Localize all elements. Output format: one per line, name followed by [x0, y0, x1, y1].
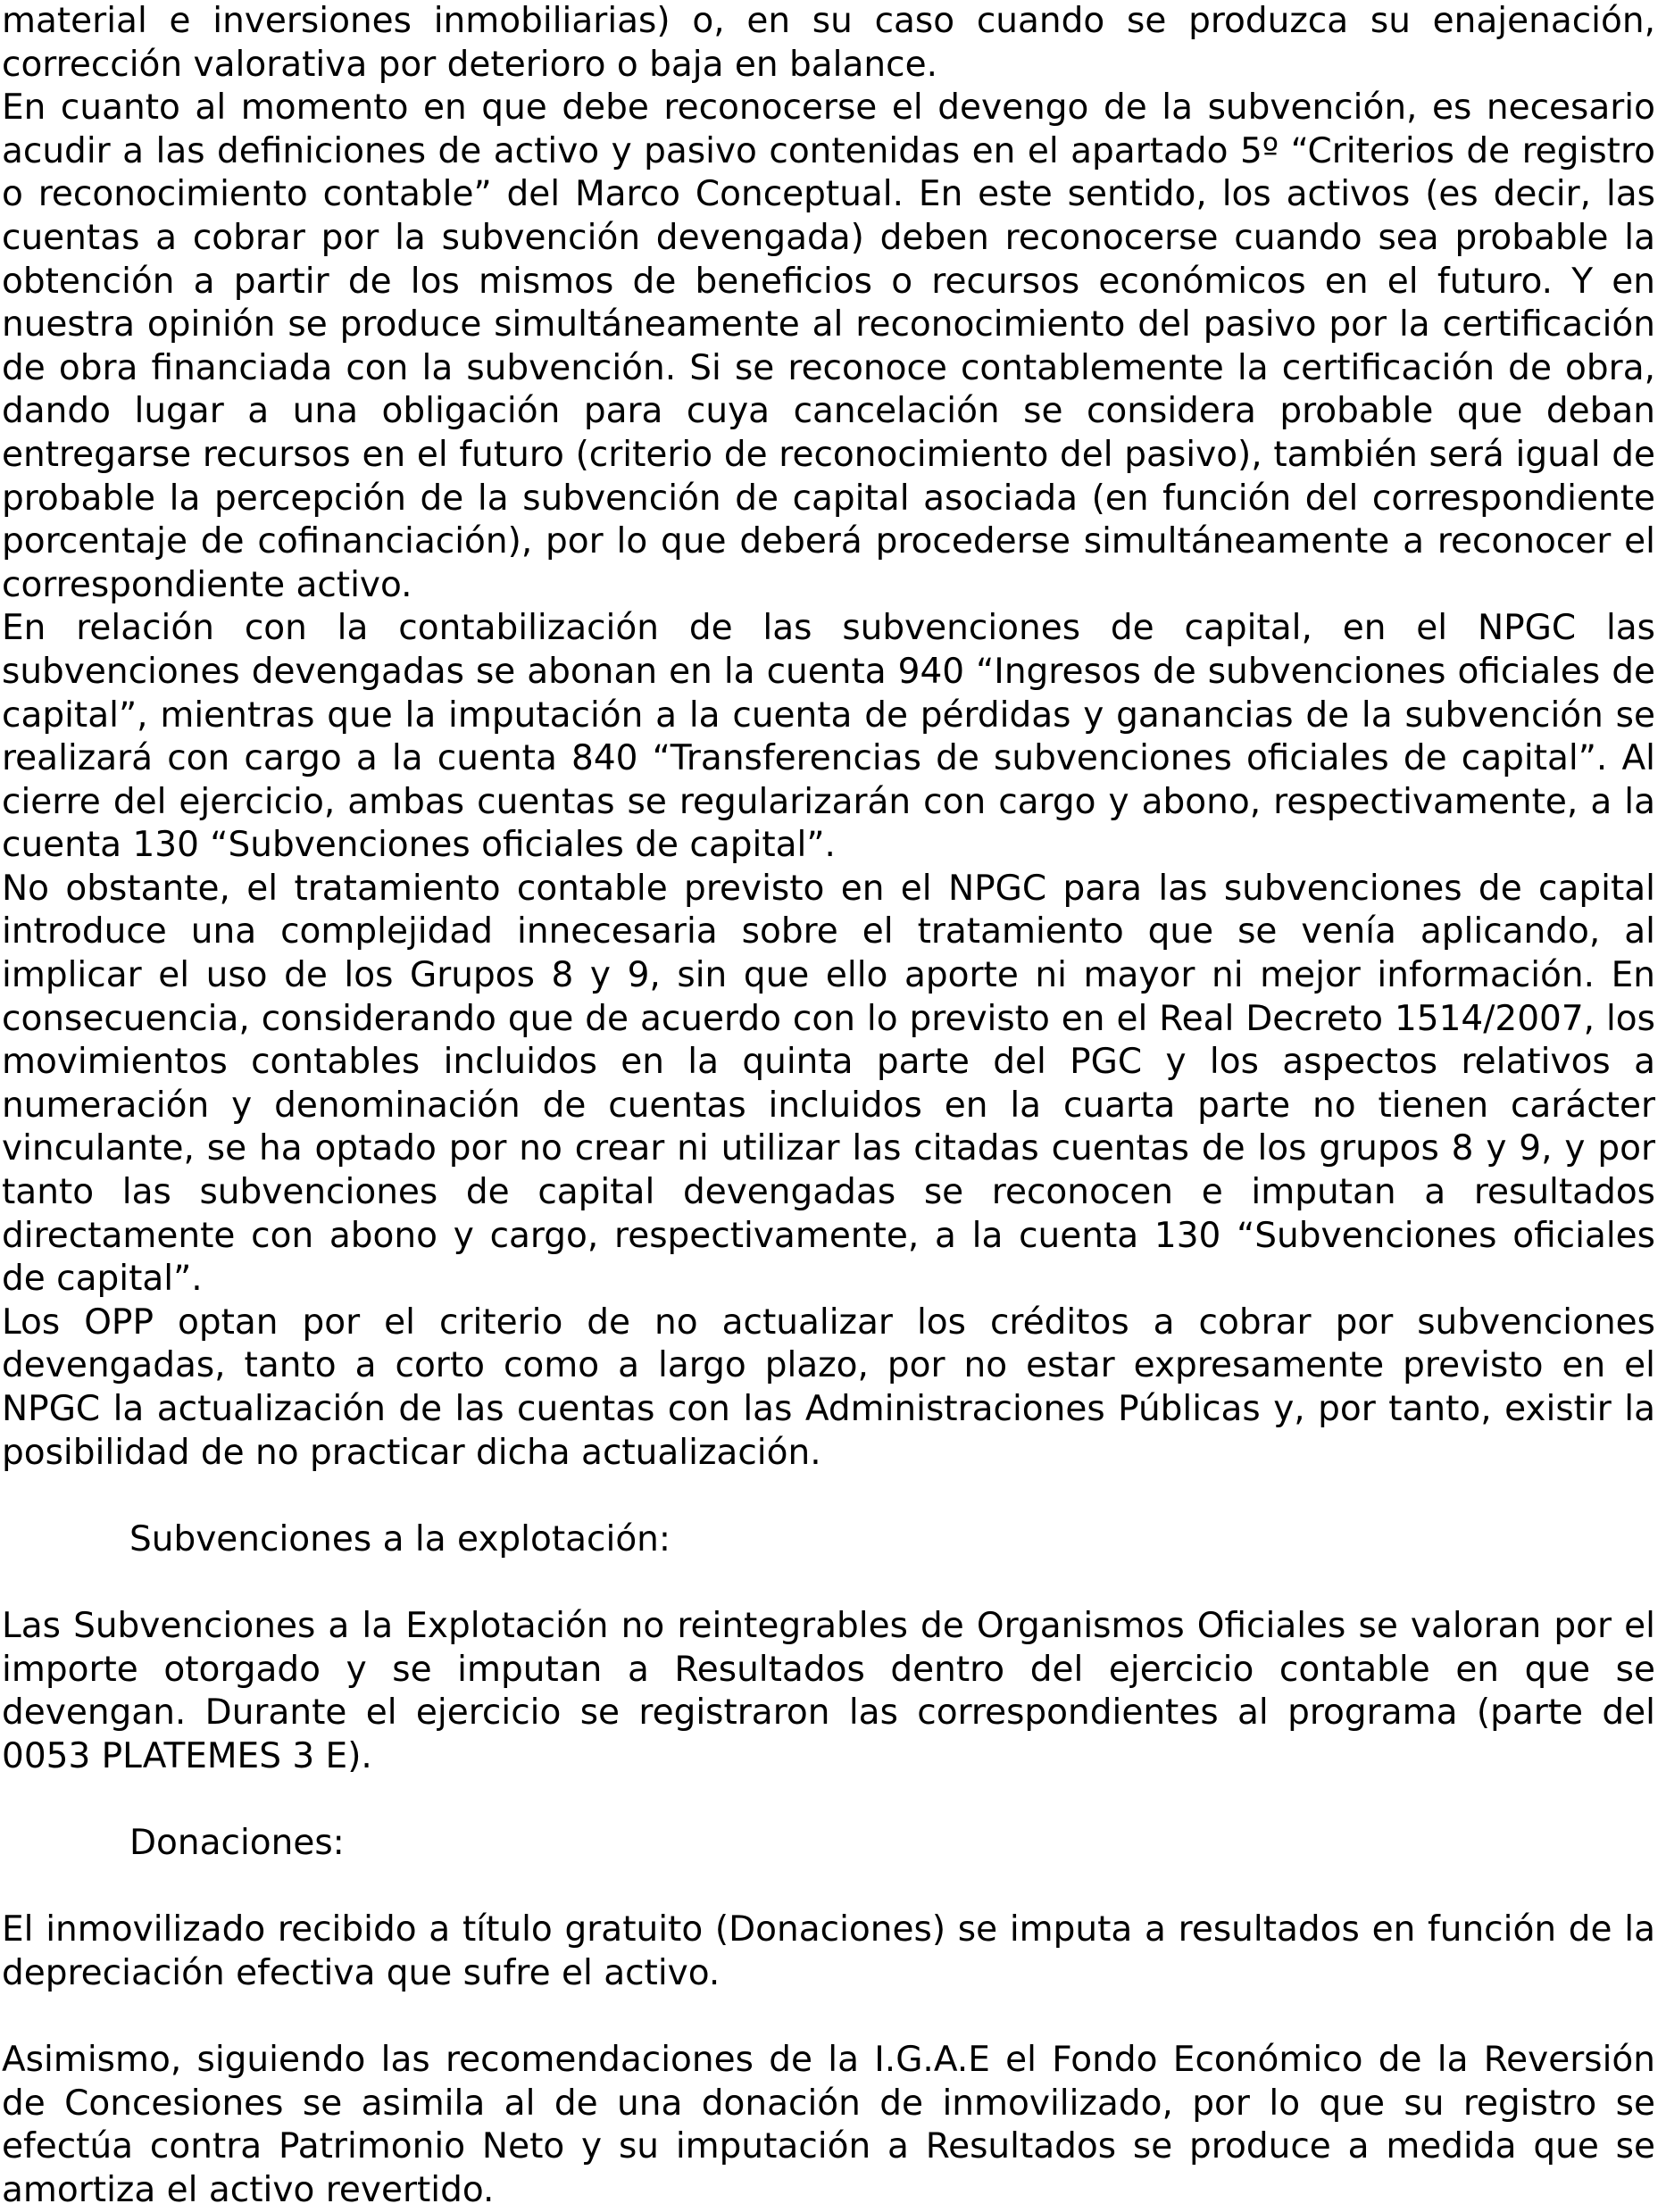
paragraph-tratamiento: No obstante, el tratamiento contable previsto en el NPGC para las subvenciones de capital introduce una complejidad innecesaria sobre el tratamiento que se venía aplicando, al implicar el uso de los Grupos 8 y 9, sin que ello aporte ni mayor ni mejor información. En consecuencia, considerando que de acuerdo con lo previsto en el Real Decreto 1514/2007, los movimientos contables incluidos en la quinta parte del PGC y los aspectos relativos a numeración y denominación de cuentas incluidos en la cuarta parte no tienen carácter vinculante, se ha optado por no crear ni utilizar las citadas cuentas de los grupos 8 y 9, y por tanto las subvenciones de capital devengadas se reconocen e imputan a resultados directamente con abono y cargo, respectivamente, a la cuenta 130 “Subvenciones oficiales de capital”.: [2, 868, 1655, 1300]
paragraph-opp: Los OPP optan por el criterio de no actualizar los créditos a cobrar por subvenciones devengadas, tanto a corto como a largo plazo, por no estar expresamente previsto en el NPGC la actualización de las cuentas con las Administraciones Públicas y, por tanto, existir la posibilidad de no practicar dicha actualización.: [2, 1301, 1655, 1473]
paragraph-balance: material e inversiones inmobiliarias) o, en su caso cuando se produzca su enajenación, corrección valorativa por deterioro o baja en balance.: [2, 1, 1655, 85]
blank-line: [2, 1995, 1655, 2039]
blank-line: [2, 1778, 1655, 1822]
heading-subvenciones-explotacion: Subvenciones a la explotación:: [129, 1518, 671, 1559]
paragraph-donaciones: El inmovilizado recibido a título gratuito (Donaciones) se imputa a resultados en función de la depreciación efectiva que sufre el activo.: [2, 1909, 1655, 1993]
blank-line: [2, 1475, 1655, 1518]
blank-line: [2, 1561, 1655, 1605]
paragraph-reversion: Asimismo, siguiendo las recomendaciones de la I.G.A.E el Fondo Económico de la Reversión de Concesiones se asimila al de una donación de inmovilizado, por lo que su registro se efectúa contra Patrimonio Neto y su imputación a Resultados se produce a medida que se amortiza el activo revertido.: [2, 2039, 1655, 2210]
paragraph-devengo: En cuanto al momento en que debe reconocerse el devengo de la subvención, es necesario acudir a las definiciones de activo y pasivo contenidas en el apartado 5º “Criterios de registro o reconocimiento contable” del Marco Conceptual. En este sentido, los activos (es decir, las cuentas a cobrar por la subvención devengada) deben reconocerse cuando sea probable la obtención a partir de los mismos de beneficios o recursos económicos en el futuro. Y en nuestra opinión se produce simultáneamente al reconocimiento del pasivo por la certificación de obra financiada con la subvención. Si se reconoce contablemente la certificación de obra, dando lugar a una obligación para cuya cancelación se considera probable que deban entregarse recursos en el futuro (criterio de reconocimiento del pasivo), también será igual de probable la percepción de la subvención de capital asociada (en función del correspondiente porcentaje de cofinanciación), por lo que deberá procederse simultáneamente a reconocer el correspondiente activo.: [2, 87, 1655, 605]
paragraph-contabilizacion: En relación con la contabilización de las subvenciones de capital, en el NPGC las subvenciones devengadas se abonan en la cuenta 940 “Ingresos de subvenciones oficiales de capital”, mientras que la imputación a la cuenta de pérdidas y ganancias de la subvención se realizará con cargo a la cuenta 840 “Transferencias de subvenciones oficiales de capital”. Al cierre del ejercicio, ambas cuentas se regularizarán con cargo y abono, respectivamente, a la cuenta 130 “Subvenciones oficiales de capital”.: [2, 608, 1655, 866]
paragraph-explotacion: Las Subvenciones a la Explotación no reintegrables de Organismos Oficiales se valoran por el importe otorgado y se imputan a Resultados dentro del ejercicio contable en que se devengan. Durante el ejercicio se registraron las correspondientes al programa (parte del 0053 PLATEMES 3 E).: [2, 1605, 1655, 1776]
heading-donaciones: Donaciones:: [129, 1822, 345, 1863]
blank-line: [2, 1866, 1655, 1909]
